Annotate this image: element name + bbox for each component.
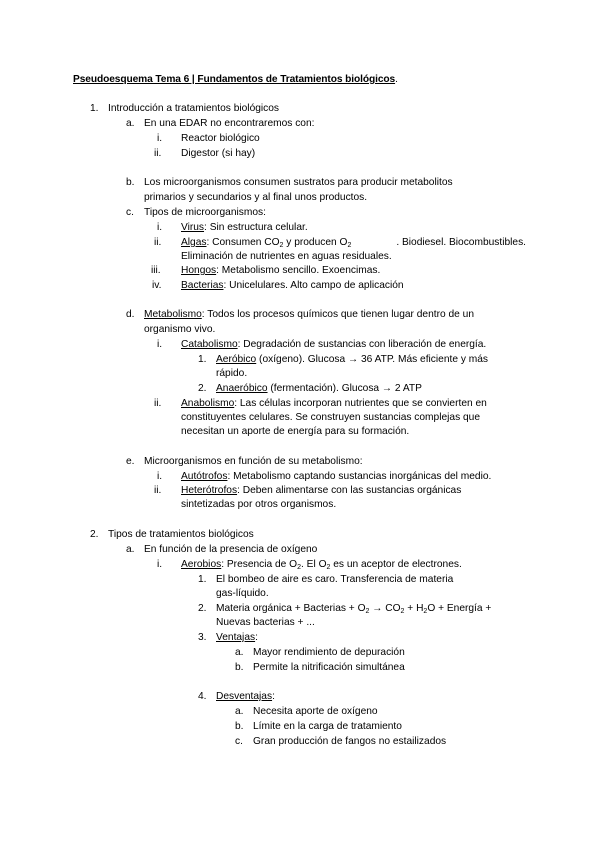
section-1-number: 1. <box>90 103 99 114</box>
item-1d-i-label: i. <box>157 339 163 350</box>
item-1a-label: a. <box>126 118 135 129</box>
item-2a-3b-label: b. <box>235 662 244 673</box>
document-title: Pseudoesquema Tema 6 | Fundamentos de Tratamientos biológicos. <box>73 74 398 85</box>
item-1c-label: c. <box>126 207 134 218</box>
item-1e-ii-label: ii. <box>154 485 162 496</box>
item-1d-i-1-label: 1. <box>198 354 207 365</box>
item-1d-i-2-label: 2. <box>198 383 207 394</box>
item-2a-2-line2: Nuevas bacterias + ... <box>216 617 315 628</box>
item-1b-line2: primarios y secundarios y al final unos productos. <box>144 192 368 203</box>
item-2a-3-label: 3. <box>198 632 207 643</box>
item-2a-2-line1: Materia orgánica + Bacterias + $O_2 \to CO_2 + H_2O$ + Energía + <box>216 603 492 615</box>
item-1a-i-label: i. <box>157 133 163 144</box>
item-2a-1-line1: El bombeo de aire es caro. Transferencia de materia <box>216 574 454 585</box>
item-2a-2-label: 2. <box>198 603 207 614</box>
item-2a-4a-label: a. <box>235 706 244 717</box>
item-1a-ii-text: Digestor (si hay) <box>181 148 256 159</box>
item-1d-aerobico-line2: rápido. <box>216 368 248 379</box>
item-2a-1-label: 1. <box>198 574 207 585</box>
item-2a-1-line2: gas-líquido. <box>216 588 269 599</box>
item-2a-aerobios: Aerobios: Presencia de $O_2$. El $O_2$ es un aceptor de electrones. <box>181 559 462 571</box>
item-2a-4c-text: Gran producción de fangos no estailizados <box>253 736 447 747</box>
item-1c-text: Tipos de microorganismos: <box>144 207 266 218</box>
item-1c-iv-label: iv. <box>152 280 162 291</box>
section-1-heading: Introducción a tratamientos biológicos <box>108 103 280 114</box>
item-1e-label: e. <box>126 456 135 467</box>
item-1c-i-label: i. <box>157 222 163 233</box>
item-1e-heterotrofos-line2: sintetizadas por otros organismos. <box>181 499 337 510</box>
item-1d-anabolismo-line1: Anabolismo: Las células incorporan nutrientes que se convierten en <box>181 398 487 409</box>
item-1c-hongos: Hongos: Metabolismo sencillo. Exoencimas. <box>181 265 381 276</box>
section-2-number: 2. <box>90 529 99 540</box>
item-1b-label: b. <box>126 177 135 188</box>
item-2a-label: a. <box>126 544 135 555</box>
item-1c-bacterias: Bacterias: Unicelulares. Alto campo de aplicación <box>181 280 404 291</box>
item-1a-i-text: Reactor biológico <box>181 133 260 144</box>
item-1d-anaerobico: Anaeróbico (fermentación). Glucosa → 2 ATP <box>216 383 422 394</box>
item-2a-text: En función de la presencia de oxígeno <box>144 544 318 555</box>
item-1e-i-label: i. <box>157 471 163 482</box>
item-1b-line1: Los microorganismos consumen sustratos para producir metabolitos <box>144 177 453 188</box>
item-2a-3b-text: Permite la nitrificación simultánea <box>253 662 405 673</box>
item-1d-label: d. <box>126 309 135 320</box>
item-1c-algas-line2: Eliminación de nutrientes en aguas residuales. <box>181 251 392 262</box>
item-1a-text: En una EDAR no encontraremos con: <box>144 118 315 129</box>
item-2a-i-label: i. <box>157 559 163 570</box>
item-2a-4-label: 4. <box>198 691 207 702</box>
item-1e-autotrofos: Autótrofos: Metabolismo captando sustancias inorgánicas del medio. <box>181 471 492 482</box>
item-1d-aerobico-line1: Aeróbico (oxígeno). Glucosa → 36 ATP. Más eficiente y más <box>216 354 488 365</box>
item-2a-desventajas: Desventajas: <box>216 691 275 702</box>
item-1d-line2: organismo vivo. <box>144 324 216 335</box>
item-2a-4a-text: Necesita aporte de oxígeno <box>253 706 378 717</box>
item-2a-3a-text: Mayor rendimiento de depuración <box>253 647 405 658</box>
item-1e-text: Microorganismos en función de su metabolismo: <box>144 456 363 467</box>
item-1c-virus: Virus: Sin estructura celular. <box>181 222 308 233</box>
item-2a-4b-label: b. <box>235 721 244 732</box>
item-2a-4b-text: Límite en la carga de tratamiento <box>253 721 402 732</box>
item-2a-ventajas: Ventajas: <box>216 632 258 643</box>
item-1c-ii-label: ii. <box>154 237 162 248</box>
item-1d-anabolismo-line3: necesitan un aporte de energía para su formación. <box>181 426 410 437</box>
item-2a-4c-label: c. <box>235 736 243 747</box>
item-1d-ii-label: ii. <box>154 398 162 409</box>
item-2a-3a-label: a. <box>235 647 244 658</box>
item-1d-catabolismo: Catabolismo: Degradación de sustancias con liberación de energía. <box>181 339 487 350</box>
item-1a-ii-label: ii. <box>154 148 162 159</box>
item-1d-line1: Metabolismo: Todos los procesos químicos que tienen lugar dentro de un <box>144 309 474 320</box>
item-1c-algas-line1: Algas: Consumen $CO_2$ y producen $O_2$ . Biodiesel. Biocombustibles. <box>181 237 526 249</box>
item-1e-heterotrofos-line1: Heterótrofos: Deben alimentarse con las sustancias orgánicas <box>181 485 462 496</box>
item-1c-iii-label: iii. <box>151 265 161 276</box>
section-2-heading: Tipos de tratamientos biológicos <box>108 529 254 540</box>
item-1d-anabolismo-line2: constituyentes celulares. Se construyen sustancias complejas que <box>181 412 480 423</box>
